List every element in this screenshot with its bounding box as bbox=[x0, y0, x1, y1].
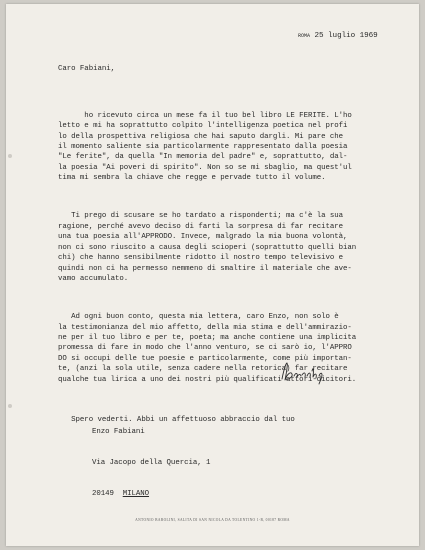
handwritten-signature bbox=[278, 359, 330, 385]
punch-hole bbox=[8, 404, 12, 408]
recipient-postcode: 20149 bbox=[92, 490, 114, 499]
letter-body bbox=[58, 90, 356, 446]
date-value: 25 luglio 1969 bbox=[314, 32, 378, 40]
letterhead-footer: ANTONIO BAROLINI, SALITA DI SAN NICOLA DA TOLENTINO 1-B, 00187 ROMA bbox=[135, 518, 290, 522]
letter-sheet bbox=[6, 4, 419, 546]
closing-line: Spero vederti. Abbi un affettuoso abbraccio dal tuo bbox=[58, 415, 295, 424]
date-place: ROMA bbox=[298, 33, 311, 39]
paragraph: Ad ogni buon conto, questa mia lettera, caro Enzo, non solo è la testimonianza del mio affetto, della mia stima e dell'ammirazio- ne per il tuo libro e per te, poeta; ma anche contiene una implicita promessa di fare in modo che l'anno venturo, se ci sarò io, l'APPRO DO si occupi delle tue poesie e particolarmente, come più importan- te, (anzi la sola utile, senza cadere nella retorica) far recitare qualche tua lirica a uno dei nostri più qualificati attori-dicitori. bbox=[58, 313, 357, 384]
punch-hole bbox=[8, 154, 12, 158]
salutation: Caro Fabiani, bbox=[58, 65, 116, 73]
recipient-city-line bbox=[92, 489, 210, 499]
recipient-name: Enzo Fabiani bbox=[92, 427, 145, 436]
recipient-city: MILANO bbox=[122, 490, 150, 499]
letter-date bbox=[298, 31, 378, 41]
recipient-address bbox=[92, 406, 210, 520]
paragraph: Ti prego di scusare se ho tardato a risponderti; ma c'è la sua ragione, perché avevo deciso di farti la sorpresa di far recitare una tua poesia all'APPRODO. Invece, malgrado la mia buona volontà, non ci sono riuscito a causa degli scioperi (soprattutto quelli bian chi) che hanno sensibilmente ridotto il nostro tempo televisivo e quindi non ci ha permesso nemmeno di smaltire il materiale che ave- vamo accumulato. bbox=[58, 212, 357, 283]
recipient-street: Via Jacopo della Quercia, 1 bbox=[92, 459, 211, 468]
paragraph: ho ricevuto circa un mese fa il tuo bel libro LE FERITE. L'ho letto e mi ha soprattutto colpito l'intelligenza poetica nel profi lo della prospettiva religiosa che hai saputo dargli. Mi pare che il momento saliente sia particolarmente rappresentato dalla poesia "Le ferite", da quella "In memoria del padre" e, soprattutto, dal- la poesia "Ai poveri di spirito". Non so se mi sbaglio, ma quest'ul tima mi sembra la chiave che regge e pervade tutto il volume. bbox=[58, 111, 352, 183]
